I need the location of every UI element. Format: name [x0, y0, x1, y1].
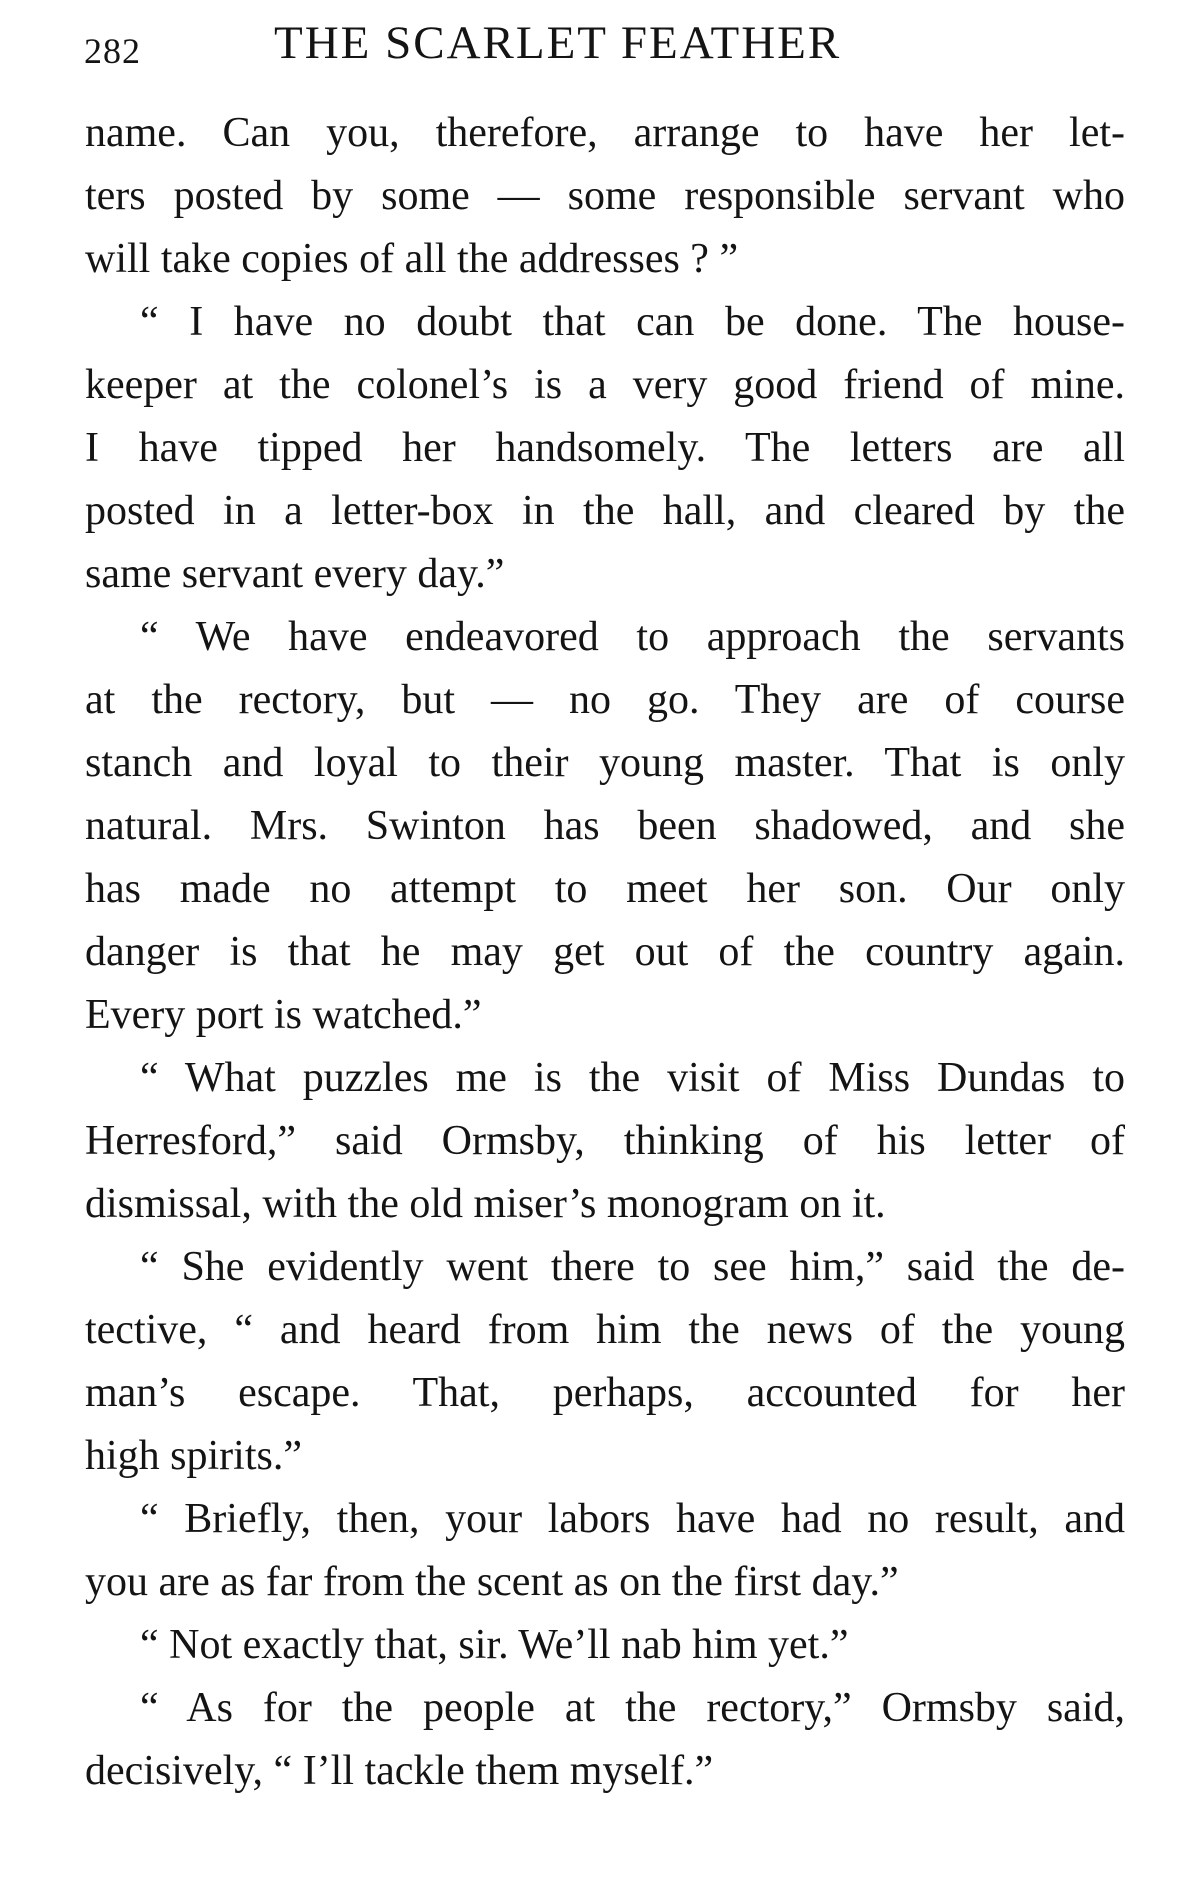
text-line: posted in a letter-box in the hall, and cleared by the [85, 488, 1125, 534]
text-line: name. Can you, therefore, arrange to have her let- [85, 110, 1125, 156]
text-line: “ We have endeavored to approach the servants [140, 614, 1125, 660]
text-line: at the rectory, but — no go. They are of course [85, 677, 1125, 723]
text-line: “ Not exactly that, sir. We’ll nab him yet.” [140, 1622, 849, 1668]
text-line: same servant every day.” [85, 551, 505, 597]
text-line: ters posted by some — some responsible servant who [85, 173, 1125, 219]
book-title: THE SCARLET FEATHER [274, 17, 842, 69]
text-line: “ As for the people at the rectory,” Ormsby said, [140, 1685, 1125, 1731]
running-head [84, 8, 1124, 78]
text-line: Herresford,” said Ormsby, thinking of his letter of [85, 1118, 1125, 1164]
page-number: 282 [84, 31, 141, 71]
text-line: Every port is watched.” [85, 992, 482, 1038]
text-line: stanch and loyal to their young master. That is only [85, 740, 1125, 786]
text-line: “ What puzzles me is the visit of Miss Dundas to [140, 1055, 1125, 1101]
text-line: “ Briefly, then, your labors have had no result, and [140, 1496, 1125, 1542]
text-line: high spirits.” [85, 1433, 302, 1479]
text-line: “ She evidently went there to see him,” said the de- [140, 1244, 1125, 1290]
text-line: danger is that he may get out of the country again. [85, 929, 1125, 975]
text-line: tective, “ and heard from him the news of the young [85, 1307, 1125, 1353]
text-line: natural. Mrs. Swinton has been shadowed, and she [85, 803, 1125, 849]
text-line: keeper at the colonel’s is a very good friend of mine. [85, 362, 1125, 408]
text-line: will take copies of all the addresses ? ” [85, 236, 739, 282]
text-line: you are as far from the scent as on the first day.” [85, 1559, 899, 1605]
text-line: I have tipped her handsomely. The letters are all [85, 425, 1125, 471]
text-line: decisively, “ I’ll tackle them myself.” [85, 1748, 714, 1794]
body-text [85, 102, 1125, 1803]
text-line: man’s escape. That, perhaps, accounted for her [85, 1370, 1125, 1416]
text-line: has made no attempt to meet her son. Our only [85, 866, 1125, 912]
text-line: dismissal, with the old miser’s monogram on it. [85, 1181, 886, 1227]
text-line: “ I have no doubt that can be done. The house- [140, 299, 1125, 345]
